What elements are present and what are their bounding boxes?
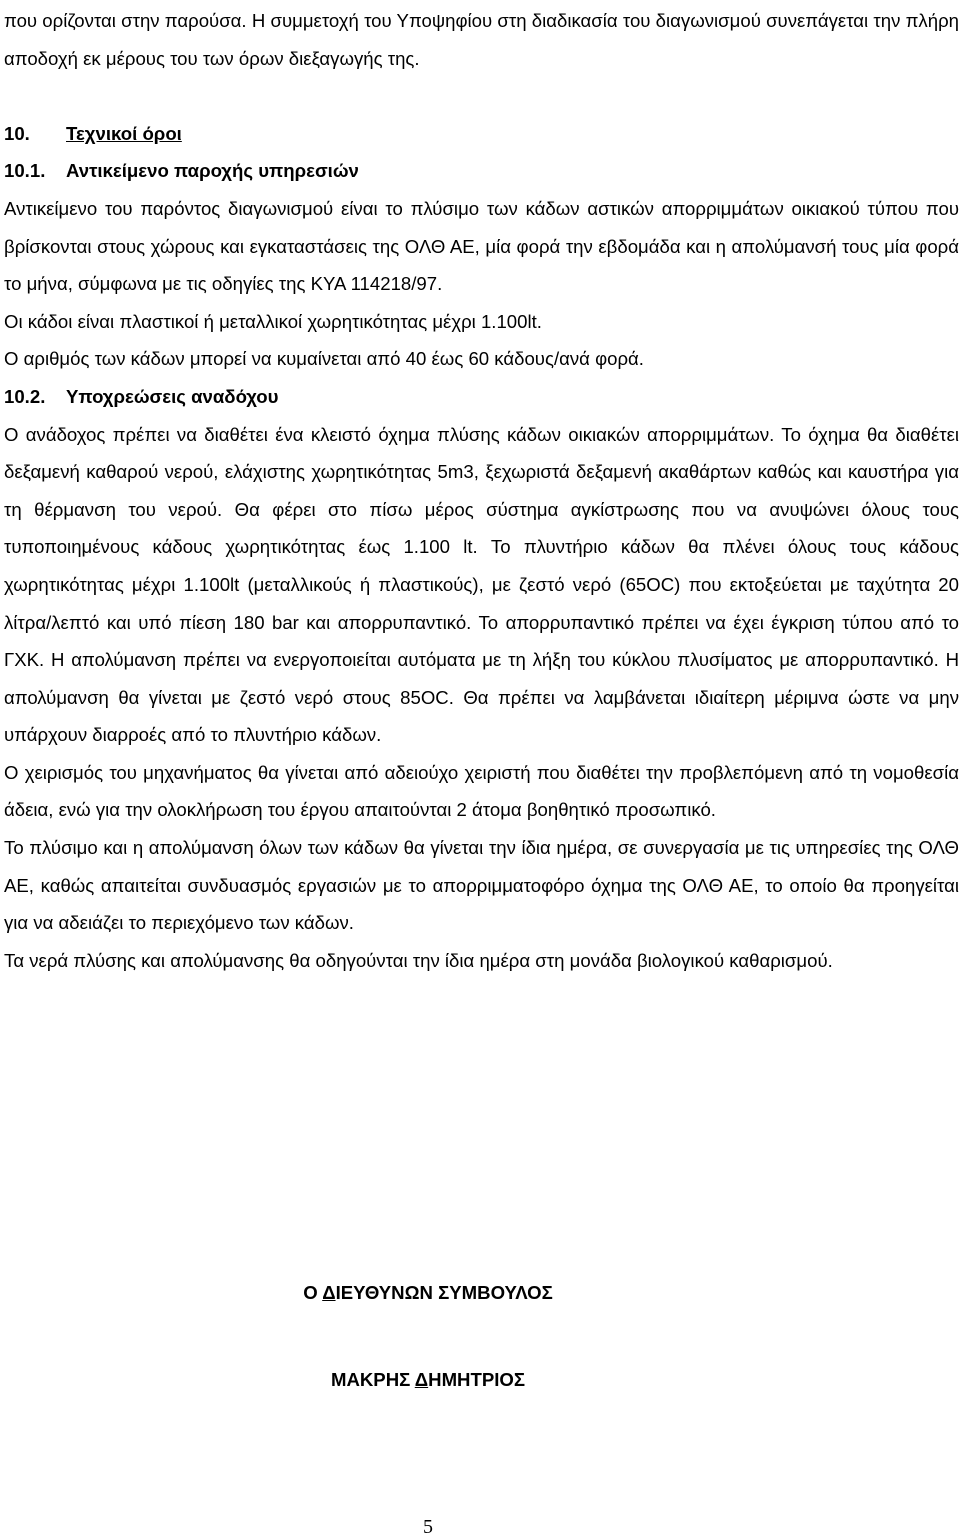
section-10-2-heading (4, 378, 959, 416)
section-10-1-paragraph: Αντικείμενο του παρόντος διαγωνισμού είναι το πλύσιμο των κάδων αστικών απορριμμάτων οικιακού τύπου που βρίσκονται στους χώρους και εγκαταστάσεις της ΟΛΘ ΑΕ, μία φορά την εβδομάδα και η απολύμανσή τους μία φορά το μήνα, σύμφωνα με τις οδηγίες της ΚΥΑ 114218/97. (4, 197, 959, 295)
section-10-number: 10. (4, 122, 30, 144)
section-10-1-heading (4, 152, 959, 190)
section-10-1-title: Αντικείμενο παροχής υπηρεσιών (66, 160, 359, 182)
section-10-2-paragraph: Το πλύσιμο και η απολύμανση όλων των κάδων θα γίνεται την ίδια ημέρα, σε συνεργασία με τις υπηρεσίες της ΟΛΘ ΑΕ, καθώς απαιτείται συνδυασμός εργασιών με το απορριμματοφόρο όχημα της ΟΛΘ ΑΕ, το οποίο θα προηγείται για να αδειάζει το περιεχόμενο των κάδων. (4, 837, 959, 934)
section-10-heading (4, 115, 959, 153)
section-10-2-paragraph: Ο ανάδοχος πρέπει να διαθέτει ένα κλειστό όχημα πλύσης κάδων οικιακών απορριμμάτων. Το όχημα θα διαθέτει δεξαμενή καθαρού νερού, ελάχιστης χωρητικότητας 5m3, ξεχωριστά δεξαμενή ακαθάρτων καθώς και καυστήρα για τη θέρμανση του νερού. Θα φέρει στο πίσω μέρος σύστημα αγκίστρωσης που να ανυψώνει όλους τους τυποποιημένους κάδους χωρητικότητας έως 1.100 lt. Το πλυντήριο κάδων θα πλένει όλους τους κάδους χωρητικότητας μέχρι 1.100lt (μεταλλικούς ή πλαστικούς), με ζεστό νερό (65OC) που εκτοξεύεται με ταχύτητα 20 λίτρα/λεπτό και υπό πίεση 180 bar και απορρυπαντικό. Το απορρυπαντικό πρέπει να έχει έγκριση τύπου από το ΓΧΚ. Η απολύμανση πρέπει να ενεργοποιείται αυτόματα με τη λήξη του κύκλου πλυσίματος με απορρυπαντικό. Η απολύμανση θα γίνεται με ζεστό νερό στους 85OC. Θα πρέπει να λαμβάνεται ιδιαίτερη μέριμνα ώστε να μην υπάρχουν διαρροές από το πλυντήριο κάδων. (4, 423, 959, 746)
signature-name-prefix: ΜΑΚΡΗΣ (330, 1369, 415, 1390)
section-10-1-paragraph: Οι κάδοι είναι πλαστικοί ή μεταλλικοί χωρητικότητας μέχρι 1.100lt. (4, 310, 542, 332)
intro-paragraph: που ορίζονται στην παρούσα. Η συμμετοχή του Υποψηφίου στη διαδικασία του διαγωνισμού συνεπάγεται την πλήρη αποδοχή εκ μέρους του των όρων διεξαγωγής της. (4, 10, 959, 69)
section-10-title: Τεχνικοί όροι (66, 122, 182, 144)
section-10-2-title: Υποχρεώσεις αναδόχου (66, 385, 279, 407)
document-body (4, 2, 959, 979)
signature-role (0, 1282, 908, 1304)
section-10-1-paragraph: Ο αριθμός των κάδων μπορεί να κυμαίνεται από 40 έως 60 κάδους/ανά φορά. (4, 348, 644, 370)
section-10-2-paragraph: Τα νερά πλύσης και απολύμανσης θα οδηγούνται την ίδια ημέρα στη μονάδα βιολογικού καθαρισμού. (4, 949, 833, 971)
signature-name (0, 1369, 908, 1391)
section-10-1-number: 10.1. (4, 160, 46, 182)
spacer (4, 77, 959, 115)
signature-role-prefix: Ο (303, 1282, 323, 1303)
section-10-2-paragraph: Ο χειρισμός του μηχανήματος θα γίνεται από αδειούχο χειριστή που διαθέτει την προβλεπόμενη από τη νομοθεσία άδεια, ενώ για την ολοκλήρωση του έργου απαιτούνται 2 άτομα βοηθητικό προσωπικό. (4, 761, 959, 821)
signature-name-rest: ΗΜΗΤΡΙΟΣ (428, 1369, 526, 1390)
section-10-2-number: 10.2. (4, 385, 46, 407)
signature-role-underlined: Δ (322, 1282, 336, 1303)
page-number: 5 (423, 1516, 433, 1538)
signature-role-rest: ΙΕΥΘΥΝΩΝ ΣΥΜΒΟΥΛΟΣ (335, 1282, 553, 1303)
signature-name-underlined: Δ (414, 1369, 429, 1390)
